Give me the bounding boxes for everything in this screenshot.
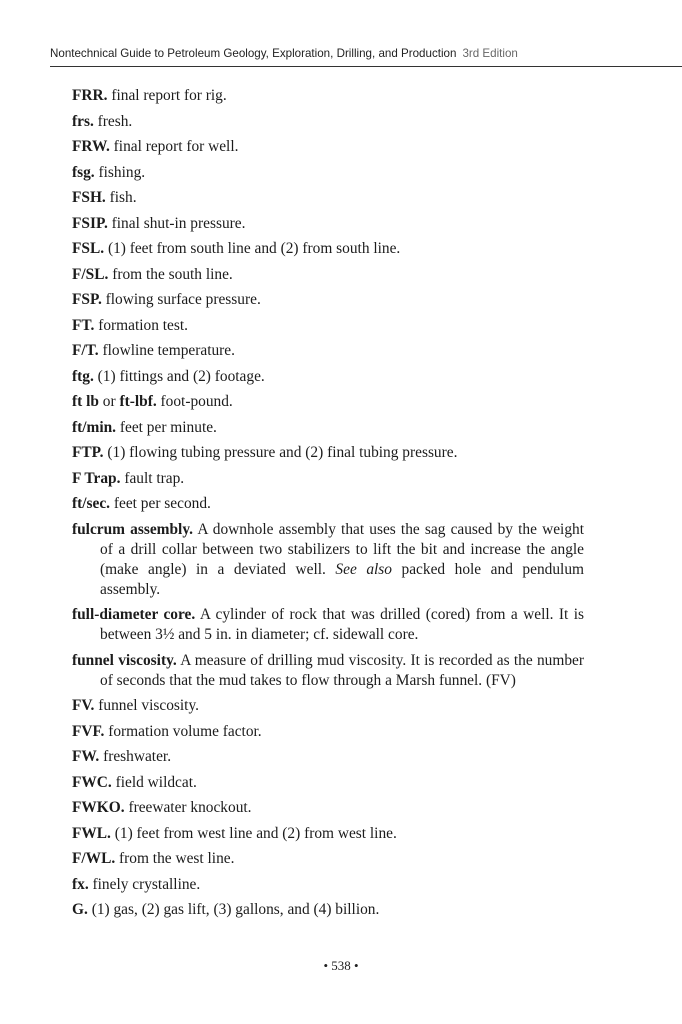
glossary-entry xyxy=(72,494,584,514)
entry-definition: (1) fittings and (2) footage. xyxy=(97,367,265,385)
entry-term: F/SL. xyxy=(72,265,109,283)
glossary-entry xyxy=(72,824,584,844)
glossary-entry xyxy=(72,798,584,818)
bullet-ornament: • xyxy=(354,958,359,973)
glossary-entry xyxy=(72,163,584,183)
entry-term: ft/min. xyxy=(72,418,117,436)
glossary-entry xyxy=(72,773,584,793)
glossary-entry xyxy=(72,341,584,361)
entry-term: full-diameter core. xyxy=(72,606,196,623)
glossary-entry xyxy=(72,392,584,412)
glossary-entry xyxy=(72,188,584,208)
entry-definition: funnel viscosity. xyxy=(98,697,199,714)
glossary-entry xyxy=(72,443,584,463)
entry-definition: freewater knockout. xyxy=(128,799,252,816)
entry-definition: A measure of drilling mud viscosity. It is recorded as the number of seconds that the mud takes to flow through a Marsh funnel. (FV) xyxy=(100,651,584,689)
entry-term: ft lb xyxy=(72,393,99,410)
entry-definition: formation test. xyxy=(98,316,188,334)
glossary-entry xyxy=(72,696,584,716)
glossary-entry xyxy=(72,86,584,106)
entry-definition: final report for rig. xyxy=(111,87,227,104)
entry-definition: (1) feet from west line and (2) from west line. xyxy=(114,824,397,842)
entry-term: funnel viscosity. xyxy=(72,651,177,669)
glossary-entry xyxy=(72,900,584,920)
entry-term: FWL. xyxy=(72,824,111,842)
entry-term: ft/sec. xyxy=(72,495,111,512)
entry-term: FSH. xyxy=(72,189,106,206)
entry-term: fulcrum assembly. xyxy=(72,520,194,538)
glossary-entry xyxy=(72,137,584,157)
entry-definition: finely crystalline. xyxy=(92,875,201,893)
entry-definition: from the west line. xyxy=(119,850,235,867)
running-header xyxy=(50,47,682,60)
entry-definition: flowing surface pressure. xyxy=(105,291,261,308)
glossary-entry xyxy=(72,849,584,869)
glossary-entry xyxy=(72,265,584,285)
entry-term: FRR. xyxy=(72,87,108,104)
entry-definition: feet per minute. xyxy=(119,418,217,436)
entry-definition: (1) gas, (2) gas lift, (3) gallons, and (4) billion. xyxy=(91,901,380,918)
entry-definition: fishing. xyxy=(98,163,146,181)
book-title: Nontechnical Guide to Petroleum Geology, Exploration, Drilling, and Production xyxy=(50,47,457,60)
glossary-entries xyxy=(72,86,584,926)
glossary-entry xyxy=(72,520,584,600)
see-also-reference: packed hole and pendulum assembly. xyxy=(100,560,584,598)
entry-definition: A downhole assembly that uses the sag caused by the weight of a drill collar between two stabilizers to lift the bit and increase the angle (make angle) in a deviated well. xyxy=(100,520,584,578)
entry-term: FT. xyxy=(72,316,95,334)
page-number: 538 xyxy=(331,958,351,973)
entry-term: fx. xyxy=(72,875,89,893)
entry-definition: final report for well. xyxy=(113,138,239,155)
entry-definition: freshwater. xyxy=(103,748,172,765)
page-number-footer xyxy=(0,958,682,974)
glossary-entry xyxy=(72,651,584,691)
glossary-entry xyxy=(72,367,584,387)
glossary-entry xyxy=(72,214,584,234)
entry-definition: (1) flowing tubing pressure and (2) final tubing pressure. xyxy=(107,444,458,461)
glossary-entry xyxy=(72,112,584,132)
see-also-label: See also xyxy=(335,560,392,578)
entry-term: frs. xyxy=(72,112,94,130)
glossary-entry xyxy=(72,316,584,336)
entry-definition: fault trap. xyxy=(124,469,185,487)
entry-term: F/T. xyxy=(72,342,99,359)
glossary-entry xyxy=(72,605,584,645)
entry-definition: from the south line. xyxy=(112,265,233,283)
entry-definition: flowline temperature. xyxy=(102,342,235,359)
glossary-entry xyxy=(72,875,584,895)
entry-term: FV. xyxy=(72,697,95,714)
entry-definition: final shut-in pressure. xyxy=(111,214,246,232)
entry-definition: field wildcat. xyxy=(115,773,197,791)
entry-term: FW. xyxy=(72,748,100,765)
entry-term: FRW. xyxy=(72,138,110,155)
glossary-entry xyxy=(72,290,584,310)
glossary-entry xyxy=(72,722,584,742)
entry-term: F Trap. xyxy=(72,469,121,487)
glossary-entry xyxy=(72,469,584,489)
entry-definition: A cylinder of rock that was drilled (cored) from a well. It is between 3½ and 5 in. in diameter; cf. sidewall core. xyxy=(100,606,584,643)
glossary-entry xyxy=(72,747,584,767)
entry-term-alt: ft-lbf. xyxy=(119,393,157,410)
entry-definition: (1) feet from south line and (2) from south line. xyxy=(107,240,401,257)
entry-term: G. xyxy=(72,901,88,918)
entry-definition: feet per second. xyxy=(113,495,211,512)
entry-definition: fish. xyxy=(109,189,137,206)
entry-term: FSL. xyxy=(72,240,105,257)
bullet-ornament: • xyxy=(323,958,328,973)
entry-term: ftg. xyxy=(72,367,94,385)
header-rule xyxy=(50,66,682,67)
entry-term: FWC. xyxy=(72,773,112,791)
entry-definition: foot-pound. xyxy=(160,393,233,410)
entry-connector: or xyxy=(102,393,116,410)
entry-term: F/WL. xyxy=(72,850,116,867)
entry-term: FSIP. xyxy=(72,214,108,232)
entry-definition: formation volume factor. xyxy=(108,722,262,740)
entry-term: fsg. xyxy=(72,163,95,181)
entry-term: FSP. xyxy=(72,291,102,308)
entry-term: FWKO. xyxy=(72,799,125,816)
edition-label: 3rd Edition xyxy=(462,47,518,60)
entry-definition: fresh. xyxy=(97,112,133,130)
entry-term: FTP. xyxy=(72,444,104,461)
glossary-entry xyxy=(72,418,584,438)
entry-term: FVF. xyxy=(72,722,105,740)
glossary-entry xyxy=(72,239,584,259)
